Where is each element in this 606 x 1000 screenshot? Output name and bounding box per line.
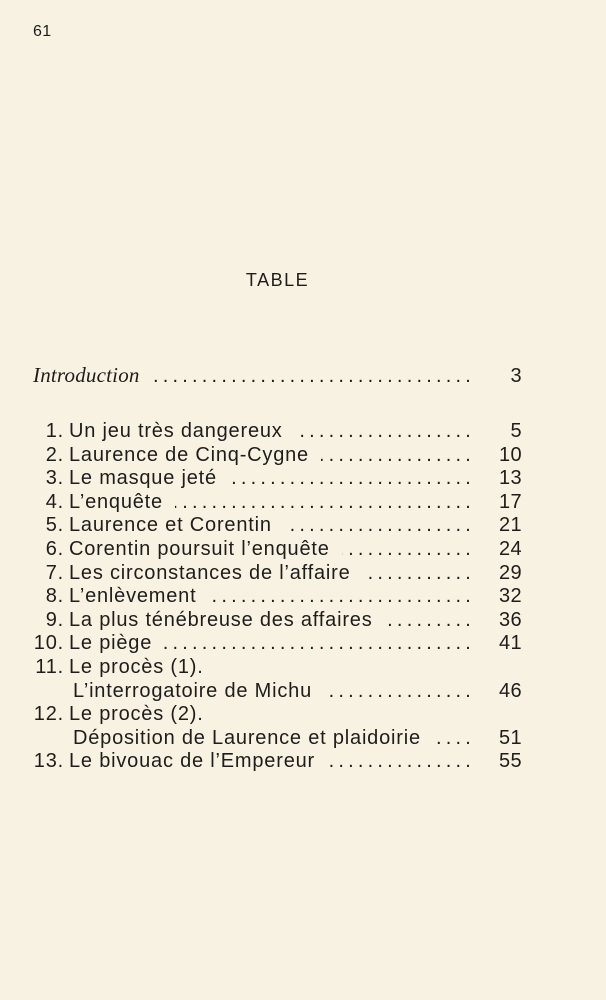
- toc-entry-line: [33, 656, 522, 680]
- toc-entry: [33, 420, 522, 444]
- dot-leader: [164, 632, 475, 656]
- entry-page: 36: [498, 608, 522, 631]
- dot-leader: [363, 562, 475, 586]
- entry-page: 24: [498, 537, 522, 560]
- entry-title: Le piège: [69, 632, 153, 655]
- entry-page: 55: [498, 750, 522, 773]
- entry-title: Le masque jeté: [69, 467, 217, 490]
- entry-page: 3: [510, 365, 522, 387]
- toc-entry-line: [33, 680, 522, 704]
- toc-entry: [33, 491, 522, 515]
- entry-page: 29: [498, 561, 522, 584]
- entry-number: 8.: [45, 585, 64, 608]
- entry-number: 6.: [45, 537, 64, 560]
- toc-entry: [33, 632, 522, 656]
- entry-number: 7.: [45, 561, 64, 584]
- entry-page: 51: [498, 726, 522, 749]
- entry-page: 46: [498, 679, 522, 702]
- entry-number: 2.: [45, 443, 64, 466]
- entry-title: Laurence de Cinq-Cygne: [69, 443, 309, 466]
- entry-page: 10: [498, 443, 522, 466]
- dot-leader: [208, 585, 475, 609]
- entry-number: 10.: [33, 632, 64, 655]
- toc-entry-line: [33, 703, 522, 727]
- toc-entry: [33, 514, 522, 538]
- dot-leader: [321, 444, 475, 468]
- toc-entry: [33, 585, 522, 609]
- entry-title: Le procès (2).: [69, 703, 204, 726]
- entry-number: 3.: [45, 467, 64, 490]
- entry-number: 1.: [45, 420, 64, 442]
- entry-title: L’enquête: [69, 490, 163, 513]
- dot-leader: [327, 750, 475, 774]
- toc-entry: [33, 444, 522, 468]
- entry-title: La plus ténébreuse des affaires: [69, 608, 373, 631]
- entry-title: L’enlèvement: [69, 585, 197, 608]
- entry-title: Introduction: [33, 363, 140, 387]
- page-number: 61: [33, 23, 52, 40]
- dot-leader: [324, 680, 475, 704]
- entry-page: 21: [498, 514, 522, 537]
- entry-title: Laurence et Corentin: [69, 514, 272, 537]
- entry-number: 4.: [45, 490, 64, 513]
- entry-number: 11.: [35, 655, 64, 678]
- entry-subtitle: Déposition de Laurence et plaidoirie: [73, 726, 421, 749]
- entry-number: 9.: [45, 608, 64, 631]
- dot-leader: [295, 420, 475, 444]
- dot-leader: [342, 538, 475, 562]
- toc-entry: [33, 703, 522, 750]
- toc-entry: [33, 750, 522, 774]
- entry-title: Un jeu très dangereux: [69, 420, 283, 442]
- entry-page: 32: [498, 585, 522, 608]
- dot-leader: [229, 467, 475, 491]
- dot-leader: [175, 491, 475, 515]
- table-of-contents: [33, 420, 522, 774]
- entry-number: 12.: [33, 703, 64, 726]
- entry-page: 41: [498, 632, 522, 655]
- toc-entry: [33, 538, 522, 562]
- entry-page: 5: [510, 420, 522, 442]
- entry-page: 17: [498, 490, 522, 513]
- entry-title: Le procès (1).: [69, 655, 204, 678]
- entry-title: Les circonstances de l’affaire: [69, 561, 351, 584]
- entry-title: Le bivouac de l’Empereur: [69, 750, 315, 773]
- dot-leader: [433, 727, 475, 751]
- toc-entry-line: [33, 727, 522, 751]
- toc-introduction: [33, 363, 522, 387]
- toc-entry: [33, 656, 522, 703]
- dot-leader: [152, 364, 475, 388]
- entry-page: 13: [498, 467, 522, 490]
- entry-subtitle: L’interrogatoire de Michu: [73, 679, 313, 702]
- toc-entry: [33, 562, 522, 586]
- entry-title: Corentin poursuit l’enquête: [69, 537, 330, 560]
- entry-number: 5.: [45, 514, 64, 537]
- dot-leader: [284, 514, 475, 538]
- toc-entry: [33, 609, 522, 633]
- entry-number: 13.: [33, 750, 64, 773]
- dot-leader: [385, 609, 475, 633]
- toc-entry-introduction: [33, 363, 522, 387]
- page-title: TABLE: [245, 270, 310, 290]
- toc-entry: [33, 467, 522, 491]
